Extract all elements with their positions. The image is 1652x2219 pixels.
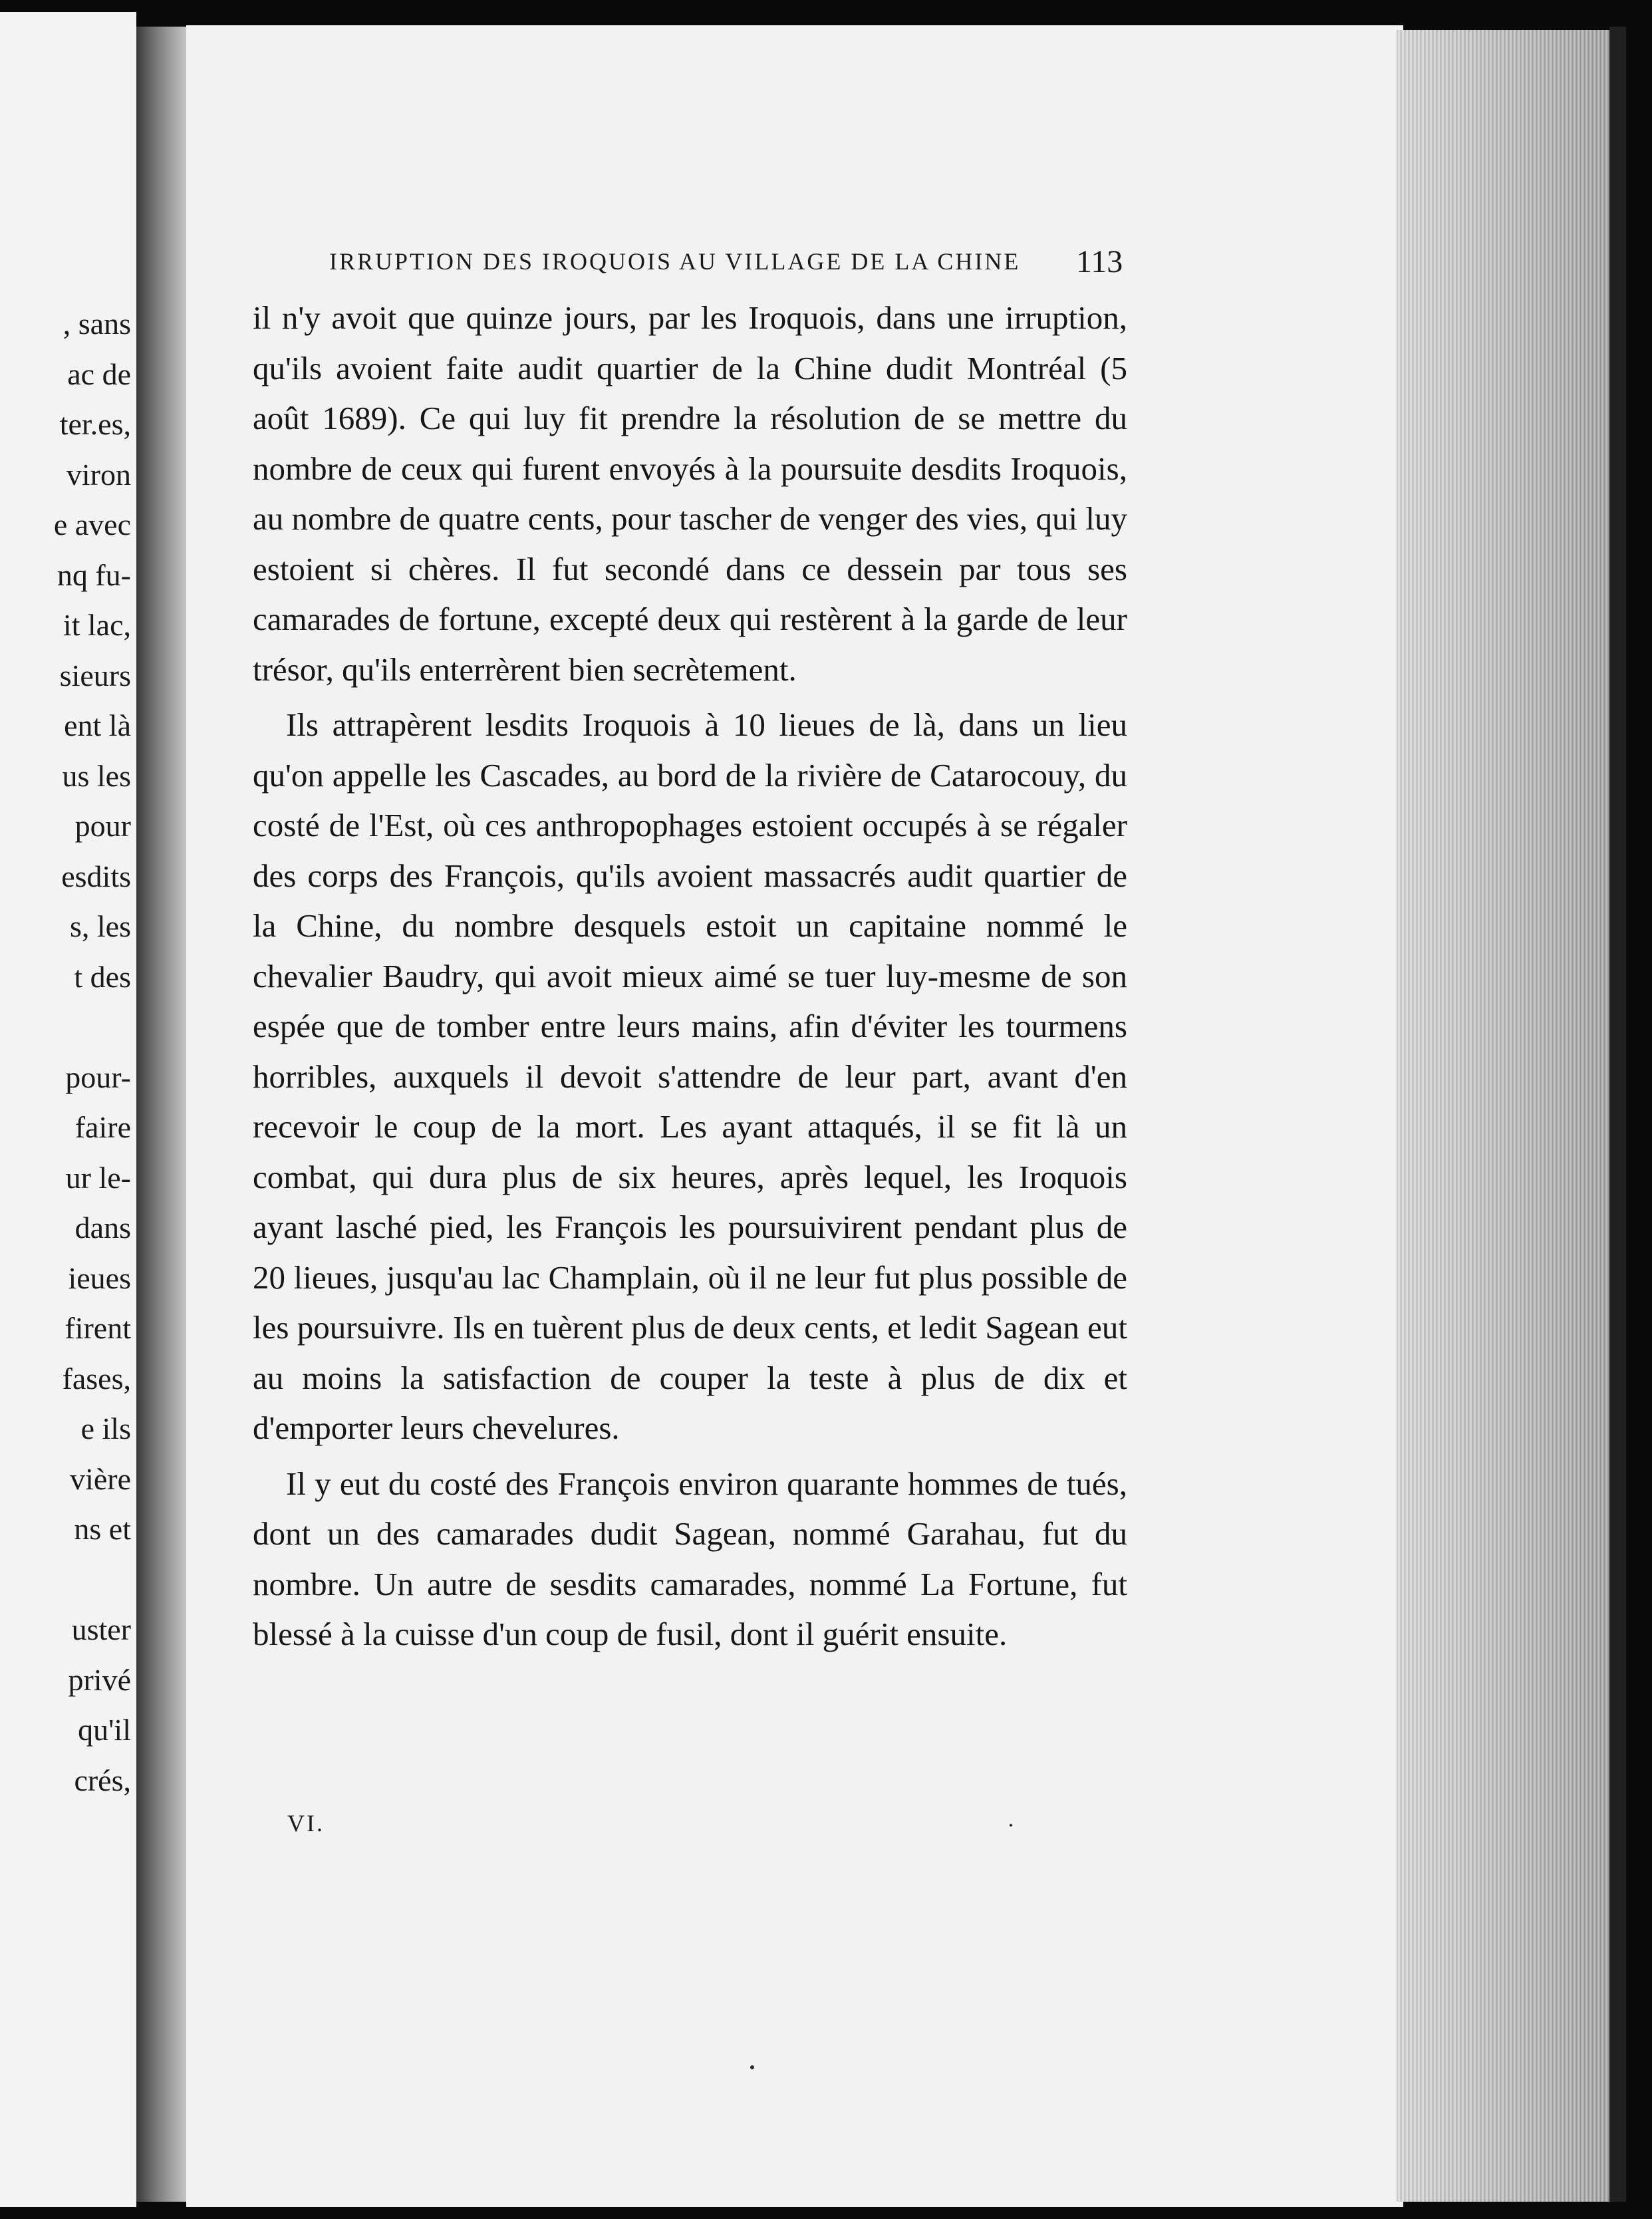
- left-page-line: ns et: [74, 1512, 131, 1546]
- left-page-line: dans: [74, 1211, 131, 1245]
- left-page-line: crés,: [74, 1763, 131, 1797]
- left-page-line: sieurs: [59, 658, 131, 692]
- left-page-line: ieues: [68, 1260, 131, 1295]
- paragraph-1: il n'y avoit que quinze jours, par les Iroquois, dans une irruption, qu'ils avoient faite audit quartier de la Chine dudit Montréal (5 août 1689). Ce qui luy fit prendre la résolution de se mettre du nombre de ceux qui furent envoyés à la poursuite desdits Iroquois, au nombre de quatre cents, pour tascher de venger des vies, qui luy estoient si chères. Il fut secondé dans ce dessein par tous ses camarades de fortune, excepté deux qui restèrent à la garde de leur trésor, qu'ils enterrèrent bien secrètement.: [253, 299, 1127, 688]
- ink-speck: [750, 2065, 754, 2069]
- left-page-line: faire: [74, 1110, 131, 1144]
- page-edges-shade: [1397, 30, 1616, 2202]
- left-page-line: e ils: [80, 1411, 131, 1445]
- left-page-line: viron: [66, 457, 131, 492]
- left-page-line: ur le-: [65, 1160, 131, 1195]
- signature-mark: VI.: [287, 1810, 325, 1837]
- left-page-line: ac de: [67, 357, 131, 391]
- left-page-line: vière: [70, 1461, 131, 1496]
- left-page-line: e avec: [53, 508, 131, 541]
- left-page-line: qu'il: [78, 1713, 131, 1747]
- left-facing-page: [0, 12, 136, 2207]
- body-text: [253, 293, 1127, 1660]
- left-page-line: firent: [65, 1311, 131, 1345]
- page-number: 113: [1076, 244, 1123, 279]
- left-page-line: ent là: [64, 708, 131, 742]
- left-page-line: , sans: [63, 307, 131, 341]
- paragraph-3: Il y eut du costé des François environ quarante hommes de tués, dont un des camarades dudit Sagean, nommé Garahau, fut du nombre. Un autre de sesdits camarades, nommé La Fortune, fut blessé à la cuisse d'un coup de fusil, dont il guérit ensuite.: [253, 1465, 1127, 1652]
- left-page-line: nq fu-: [57, 557, 131, 592]
- left-page-line: us les: [62, 758, 131, 793]
- left-page-line: privé: [68, 1662, 131, 1697]
- paragraph-2: Ils attrapèrent lesdits Iroquois à 10 lieues de là, dans un lieu qu'on appelle les Cascades, au bord de la rivière de Catarocouy, du costé de l'Est, où ces anthropophages estoient occupés à se régaler des corps des François, qu'ils avoient massacrés audit quartier de la Chine, du nombre desquels estoit un capitaine nommé le chevalier Baudry, qui avoit mieux aimé se tuer luy-mesme de son espée que de tomber entre leurs mains, afin d'éviter les tourmens horribles, auxquels il devoit s'attendre de leur part, avant d'en recevoir le coup de la mort. Les ayant attaqués, il se fit là un combat, qui dura plus de six heures, après lequel, les Iroquois ayant lasché pied, les François les poursuivirent pendant plus de 20 lieues, jusqu'au lac Champlain, où il ne leur fut plus possible de les poursuivre. Ils en tuèrent plus de deux cents, et ledit Sagean eut au moins la satisfaction de couper la teste à plus de dix et d'emporter leurs chevelures.: [253, 706, 1127, 1446]
- left-page-line: esdits: [61, 859, 131, 893]
- left-page-line: t des: [74, 959, 131, 994]
- left-page-line: s, les: [70, 909, 131, 943]
- left-page-line: it lac,: [63, 608, 131, 642]
- left-page-line: pour: [74, 809, 131, 843]
- book-cover-edge: [1609, 27, 1626, 2202]
- ink-speck: [1010, 1824, 1012, 1827]
- left-page-line: fases,: [62, 1361, 131, 1396]
- left-page-line: ter.es,: [59, 407, 131, 441]
- left-page-line: pour-: [65, 1060, 131, 1094]
- running-head: IRRUPTION DES IROQUOIS AU VILLAGE DE LA CHINE: [329, 248, 1021, 275]
- left-page-line: uster: [71, 1612, 131, 1646]
